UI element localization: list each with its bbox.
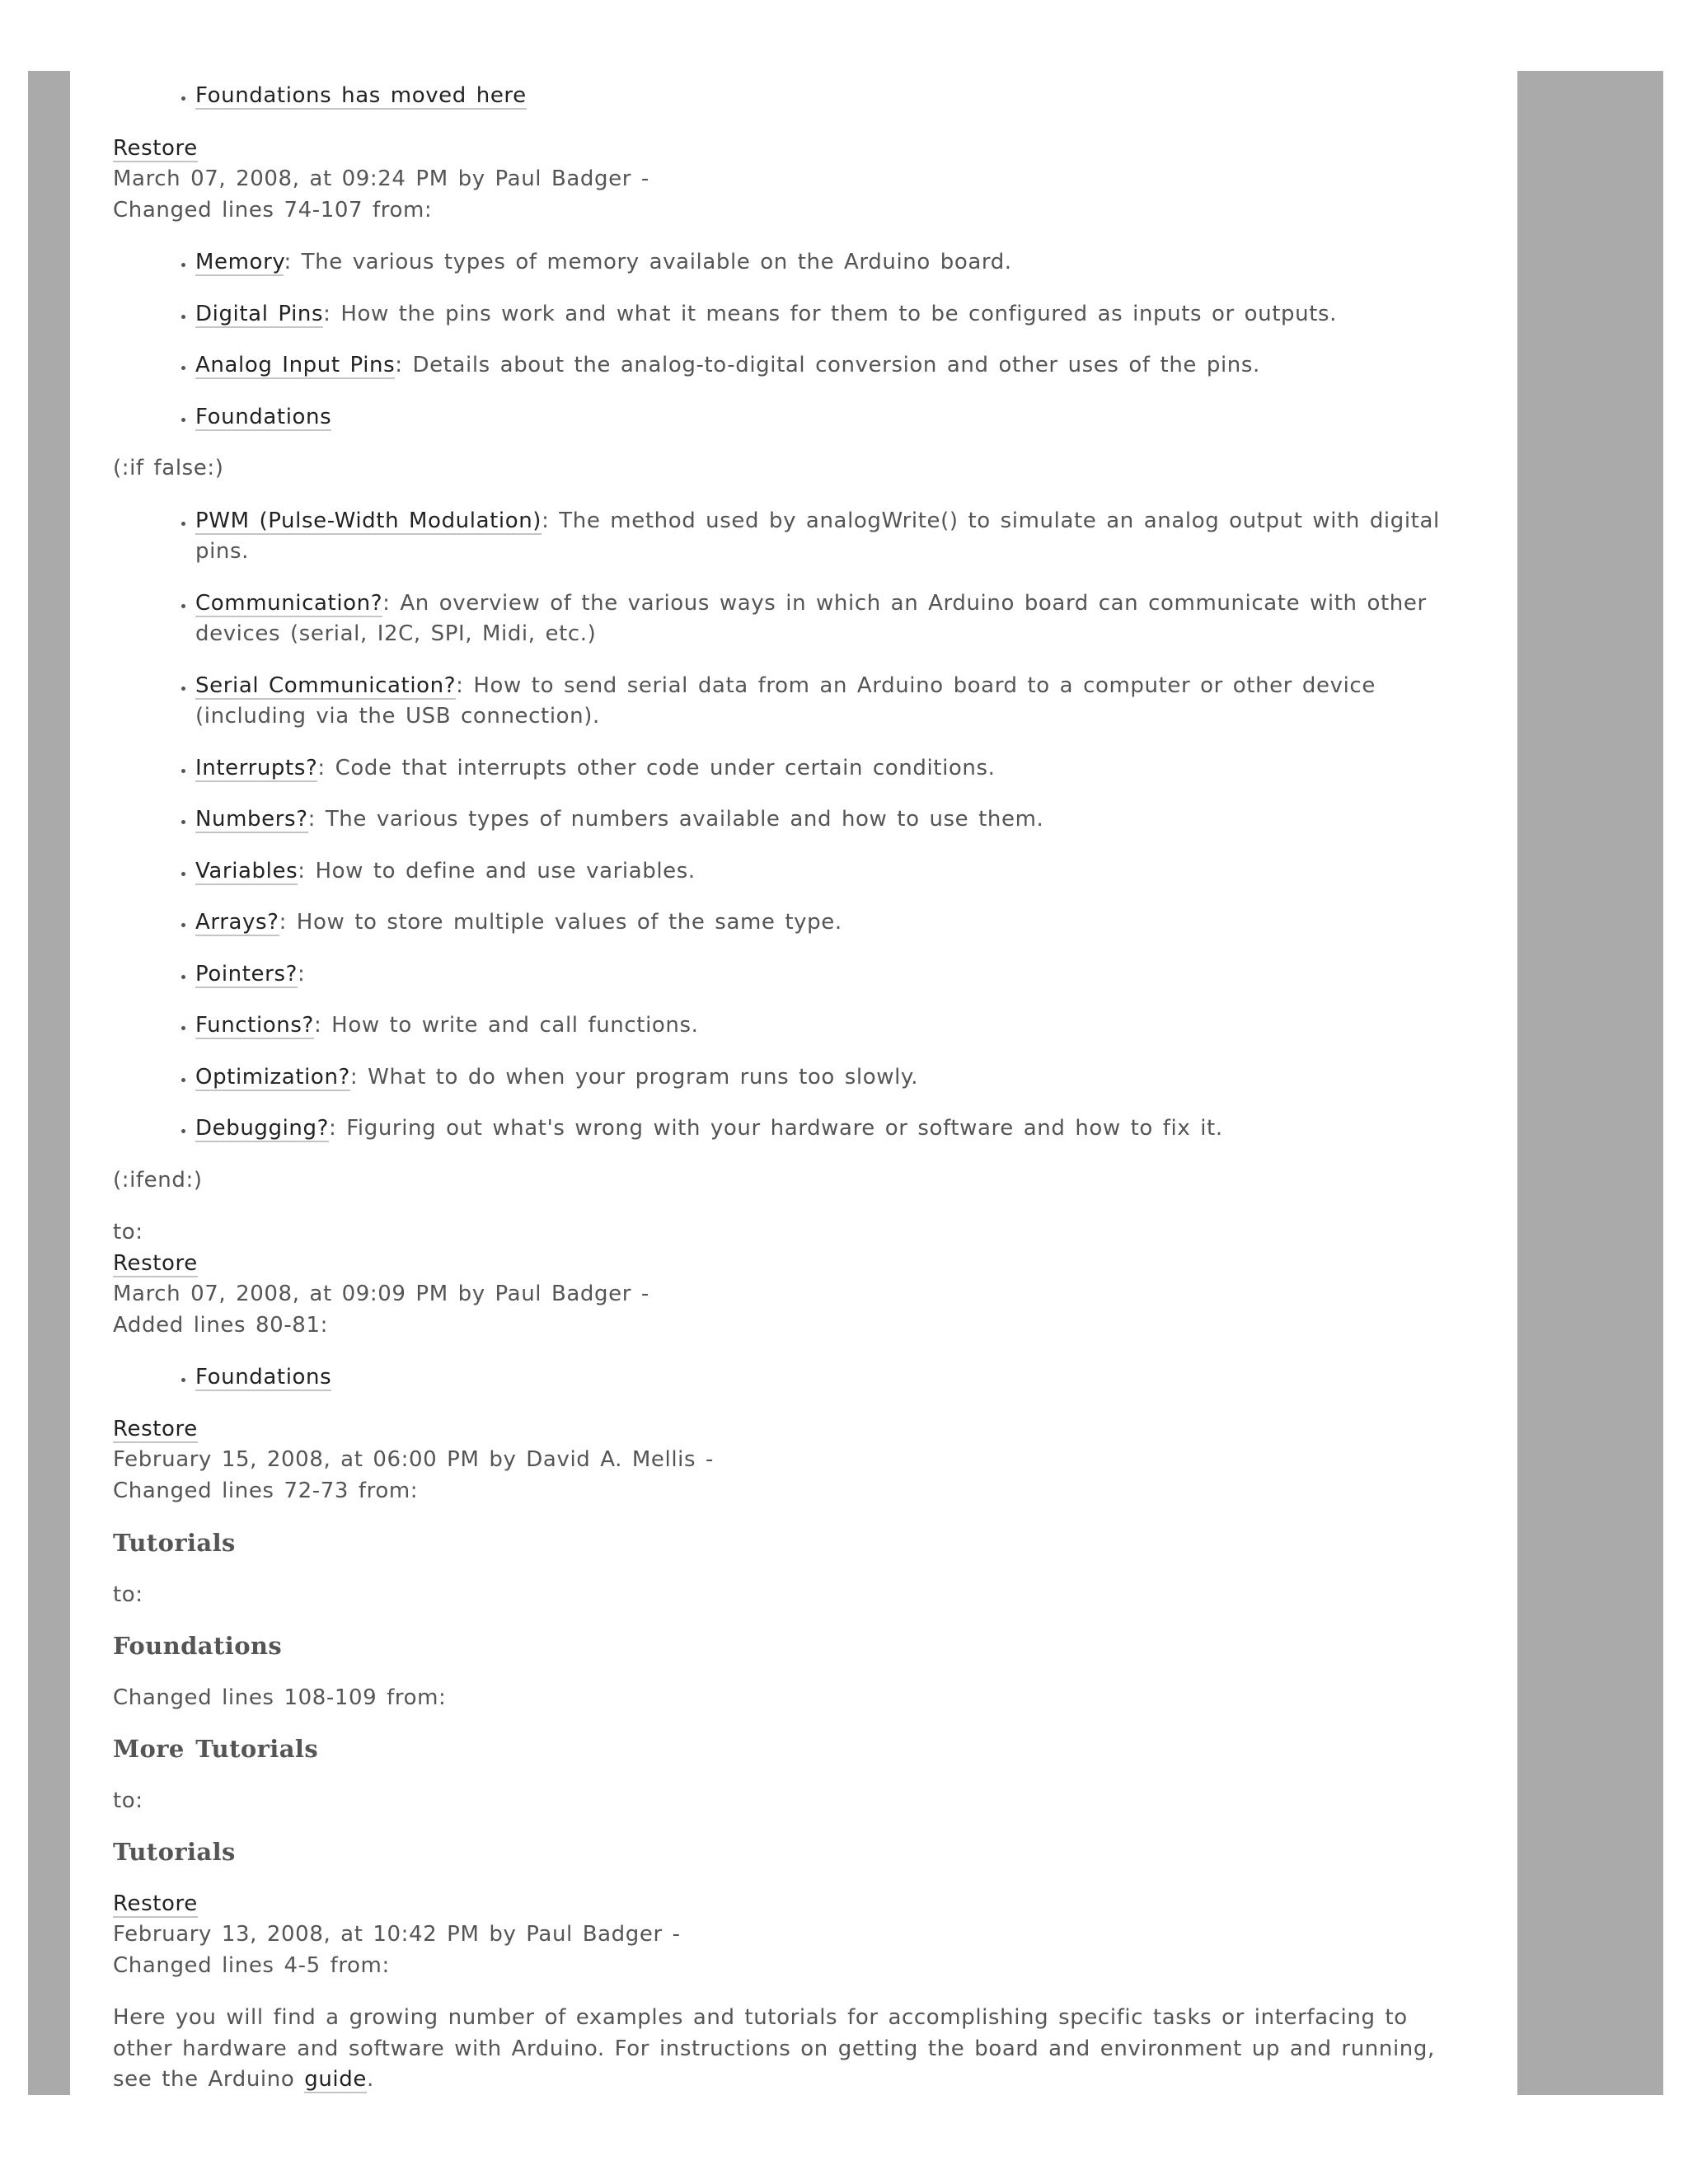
page-history-content xyxy=(113,81,1465,2096)
revision-entry xyxy=(113,1249,1465,1394)
communication-link[interactable]: Communication? xyxy=(195,590,383,616)
list-item xyxy=(195,804,1465,836)
foundations-moved-link[interactable]: Foundations has moved here xyxy=(195,83,527,108)
change-summary: Changed lines 4-5 from: xyxy=(113,1952,390,1978)
digital-pins-link[interactable]: Digital Pins xyxy=(195,301,324,326)
list-item xyxy=(195,753,1465,785)
item-description: : How the pins work and what it means for them to be configured as inputs or outputs. xyxy=(323,301,1338,326)
list-item xyxy=(195,1113,1465,1145)
list-item xyxy=(195,402,1465,434)
list-item xyxy=(195,299,1465,330)
item-description: : An overview of the various ways in which an Arduino board can communicate with other devices (serial, I2C, SPI, Midi, etc.) xyxy=(195,590,1427,646)
to-label: to: xyxy=(113,1788,143,1813)
restore-link[interactable]: Restore xyxy=(113,1250,198,1276)
restore-link[interactable]: Restore xyxy=(113,1891,198,1916)
pwm-link[interactable]: PWM (Pulse-Width Modulation) xyxy=(195,508,542,533)
revision-meta: March 07, 2008, at 09:09 PM by Paul Badger - xyxy=(113,1282,649,1306)
ifend-directive: (:ifend:) xyxy=(113,1167,203,1193)
section-heading: More Tutorials xyxy=(113,1735,319,1763)
debugging-link[interactable]: Debugging? xyxy=(195,1116,330,1141)
paragraph-end: . xyxy=(366,2067,374,2092)
numbers-link[interactable]: Numbers? xyxy=(195,807,308,832)
arrays-link[interactable]: Arrays? xyxy=(195,910,279,935)
item-description: : Code that interrupts other code under certain conditions. xyxy=(317,755,996,780)
item-description: : How to write and call functions. xyxy=(313,1013,699,1038)
item-description: : How to send serial data from an Arduino board to a computer or other device (including via the USB connection). xyxy=(195,673,1376,729)
list-item xyxy=(195,856,1465,888)
section-heading: Tutorials xyxy=(113,1838,236,1866)
change-summary: Added lines 80-81: xyxy=(113,1312,328,1338)
revision-entry xyxy=(113,1889,1465,2096)
list-item xyxy=(195,588,1465,650)
revision-meta: February 13, 2008, at 10:42 PM by Paul Badger - xyxy=(113,1922,681,1947)
revision-entry xyxy=(113,1414,1465,1889)
item-description: : Details about the analog-to-digital conversion and other uses of the pins. xyxy=(395,353,1260,377)
foundations-link[interactable]: Foundations xyxy=(195,404,332,429)
top-list xyxy=(113,81,1465,112)
list-item xyxy=(195,247,1465,279)
item-description: : What to do when your program runs too slowly. xyxy=(349,1064,919,1090)
list-item xyxy=(195,1010,1465,1042)
if-false-directive: (:if false:) xyxy=(113,456,224,480)
item-description: : The various types of numbers available and how to use them. xyxy=(307,807,1044,832)
to-label: to: xyxy=(113,1582,143,1607)
interrupts-link[interactable]: Interrupts? xyxy=(195,755,318,780)
item-description: : The various types of memory available on the Arduino board. xyxy=(284,250,1012,274)
restore-link[interactable]: Restore xyxy=(113,1416,198,1441)
item-description: : Figuring out what's wrong with your hardware or software and how to fix it. xyxy=(329,1116,1223,1141)
memory-link[interactable]: Memory xyxy=(195,250,284,274)
intro-paragraph xyxy=(113,2003,1465,2096)
list-item xyxy=(195,907,1465,939)
pointers-link[interactable]: Pointers? xyxy=(195,961,298,987)
list-item xyxy=(195,671,1465,733)
restore-link[interactable]: Restore xyxy=(113,135,198,161)
list-item xyxy=(195,959,1465,991)
variables-link[interactable]: Variables xyxy=(195,858,298,883)
right-sidebar-bar xyxy=(1517,71,1663,2095)
left-sidebar-bar xyxy=(28,71,70,2095)
item-description: : The method used by analogWrite() to simulate an analog output with digital pins. xyxy=(195,508,1440,564)
revision-entry xyxy=(113,134,1465,1249)
optimization-link[interactable]: Optimization? xyxy=(195,1064,350,1090)
item-description: : How to store multiple values of the same type. xyxy=(279,910,842,935)
analog-input-pins-link[interactable]: Analog Input Pins xyxy=(195,353,396,377)
functions-link[interactable]: Functions? xyxy=(195,1013,314,1038)
revision-meta: February 15, 2008, at 06:00 PM by David A. Mellis - xyxy=(113,1447,714,1472)
section-heading: Tutorials xyxy=(113,1529,236,1557)
to-label: to: xyxy=(113,1220,143,1244)
list-item xyxy=(195,350,1465,382)
change-summary: Changed lines 74-107 from: xyxy=(113,197,433,223)
change-summary: Changed lines 108-109 from: xyxy=(113,1685,447,1710)
list-item xyxy=(195,81,1465,112)
diff-list xyxy=(113,506,1465,1145)
list-item xyxy=(195,506,1465,568)
item-description: : xyxy=(298,961,306,987)
revision-meta: March 07, 2008, at 09:24 PM by Paul Badger - xyxy=(113,166,649,191)
guide-link[interactable]: guide xyxy=(304,2067,367,2092)
foundations-link[interactable]: Foundations xyxy=(195,1365,332,1390)
item-description: : How to define and use variables. xyxy=(298,858,696,883)
diff-list xyxy=(113,1362,1465,1394)
diff-list xyxy=(113,247,1465,433)
section-heading: Foundations xyxy=(113,1632,283,1660)
paragraph-text: Here you will find a growing number of examples and tutorials for accomplishing specific tasks or interfacing to other hardware and software with Arduino. For instructions on getting the board and environment up and running, see the Arduino xyxy=(113,2005,1435,2092)
serial-communication-link[interactable]: Serial Communication? xyxy=(195,673,457,698)
change-summary: Changed lines 72-73 from: xyxy=(113,1478,419,1503)
list-item xyxy=(195,1062,1465,1094)
list-item xyxy=(195,1362,1465,1394)
